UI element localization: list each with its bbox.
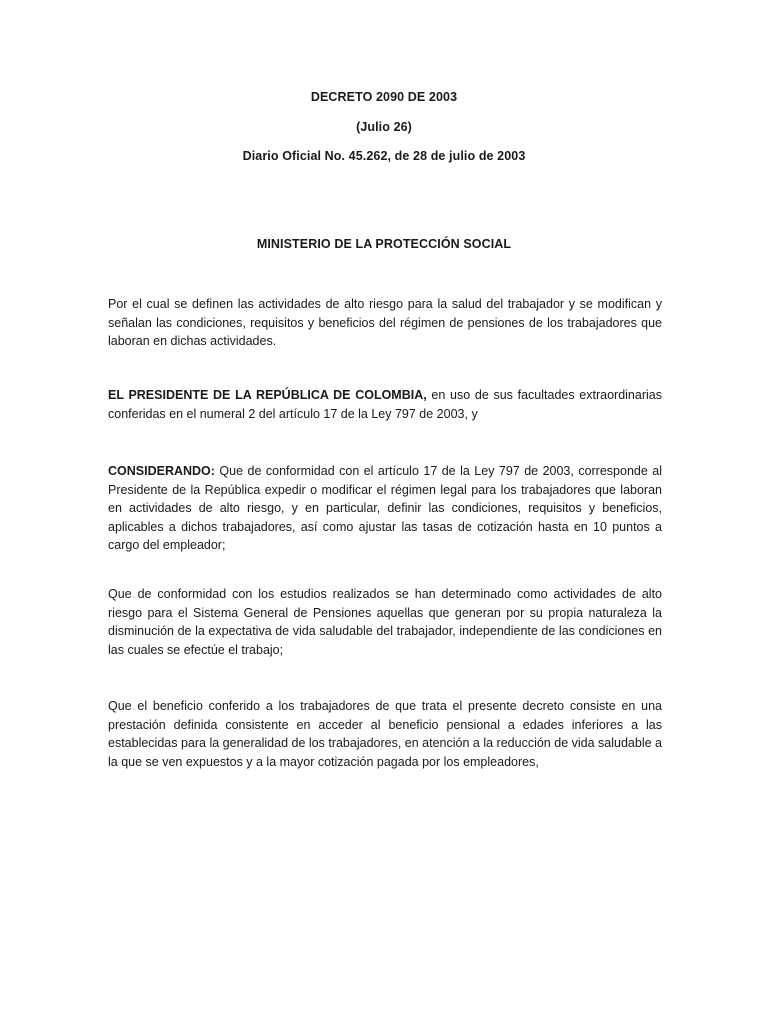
studies-paragraph: Que de conformidad con los estudios realizados se han determinado como actividades de alto riesgo para el Sistema General de Pensiones aquellas que generan por su propia naturaleza la disminución de la expectativa de vida saludable del trabajador, independiente de las condiciones en las cuales se efectúe el trabajo; — [108, 587, 662, 657]
gazette-reference: Diario Oficial No. 45.262, de 28 de julio de 2003 — [242, 149, 526, 163]
president-text: en uso de sus facultades extraordinarias conferidas en el numeral 2 del artículo 17 de la Ley 797 de 2003, y — [108, 388, 662, 421]
benefit-paragraph: Que el beneficio conferido a los trabajadores de que trata el presente decreto consiste en una prestación definida consistente en acceder al beneficio pensional a edades inferiores a las establecidas para la generalidad de los trabajadores, en atención a la reducción de vida saludable a la que se ven expuestos y a la mayor cotización pagada por los empleadores, — [108, 699, 662, 769]
ministry-heading: MINISTERIO DE LA PROTECCIÓN SOCIAL — [256, 237, 512, 251]
president-paragraph — [108, 386, 662, 423]
decree-title: DECRETO 2090 DE 2003 — [310, 90, 458, 104]
president-lead: EL PRESIDENTE DE LA REPÚBLICA DE COLOMBIA, — [108, 388, 427, 402]
decree-date: (Julio 26) — [356, 120, 412, 134]
considerando-paragraph — [108, 462, 662, 555]
considerando-lead: CONSIDERANDO: — [108, 464, 215, 478]
considerando-text: Que de conformidad con el artículo 17 de la Ley 797 de 2003, corresponde al Presidente de la República expedir o modificar el régimen legal para los trabajadores que laboran en actividades de alto riesgo, y en particular, definir las condiciones, requisitos y beneficios, aplicables a dichos trabajadores, así como ajustar las tasas de cotización hasta en 10 puntos a cargo del empleador; — [108, 464, 662, 552]
summary-paragraph: Por el cual se definen las actividades de alto riesgo para la salud del trabajador y se modifican y señalan las condiciones, requisitos y beneficios del régimen de pensiones de los trabajadores que laboran en dichas actividades. — [108, 297, 662, 348]
